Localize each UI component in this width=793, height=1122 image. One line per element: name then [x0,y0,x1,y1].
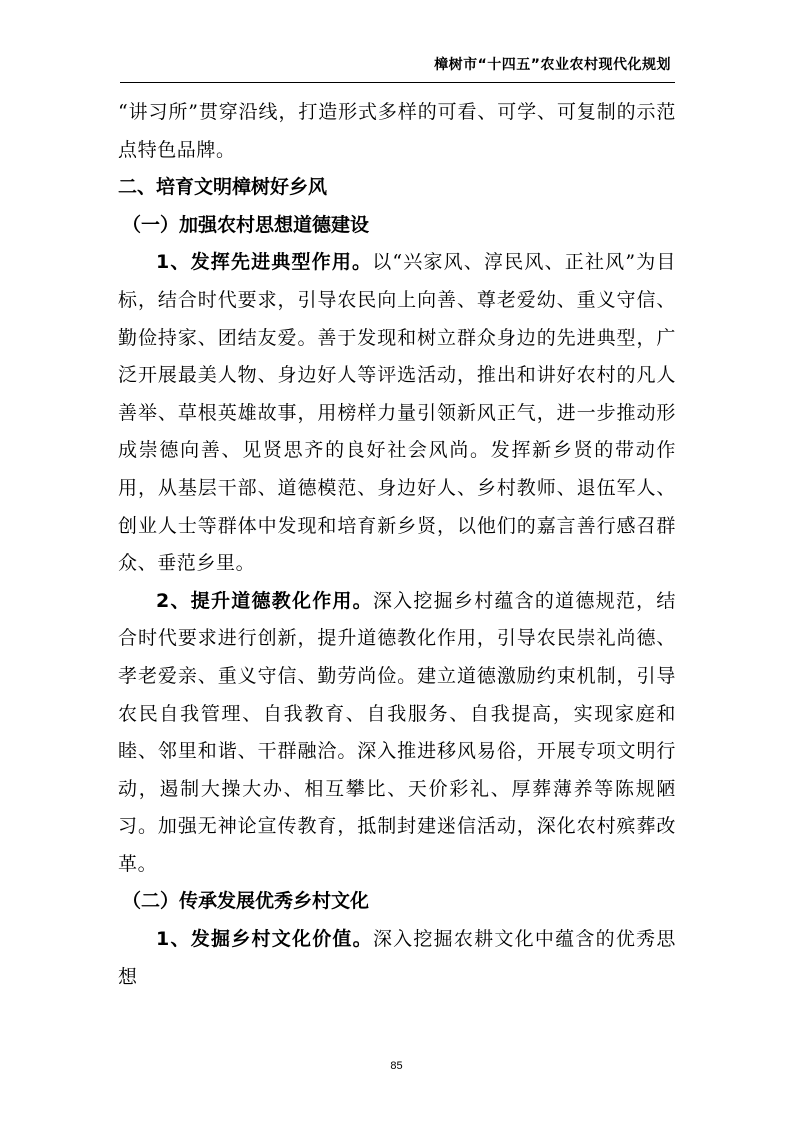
paragraph-item-2 [118,583,676,884]
subsection-heading-1: （一）加强农村思想道德建设 [122,213,370,236]
page-number: 85 [390,1060,403,1072]
paragraph-text: 深入挖掘农耕文化中蕴含的优秀思想 [118,928,676,988]
header-title: 樟树市“十四五”农业农村现代化规划 [434,57,671,73]
paragraph-text: 深入挖掘乡村蕴含的道德规范，结合时代要求进行创新，提升道德教化作用，引导农民崇礼尚德、孝老爱亲、重义守信、勤劳尚俭。建立道德激励约束机制，引导农民自我管理、自我教育、自我服务、自我提高，实现家庭和睦、邻里和谐、干群融洽。深入推进移风易俗，开展专项文明行动，遏制大操大办、相互攀比、天价彩礼、厚葬薄养等陈规陋习。加强无神论宣传教育，抵制封建迷信活动，深化农村殡葬改革。 [118,589,676,875]
paragraph-item-3 [118,921,676,996]
section-heading: 二、培育文明樟树好乡风 [118,176,328,199]
paragraph-lead: 1、发挥先进典型作用。 [156,251,373,274]
paragraph-item-1 [118,244,676,582]
page-header [120,52,675,83]
paragraph-lead: 2、提升道德教化作用。 [156,589,373,612]
document-body [118,94,676,996]
continuation-paragraph: “讲习所”贯穿沿线，打造形式多样的可看、可学、可复制的示范点特色品牌。 [118,101,676,161]
paragraph-text: 以“兴家风、淳民风、正社风”为目标，结合时代要求，引导农民向上向善、尊老爱幼、重义守信、勤俭持家、团结友爱。善于发现和树立群众身边的先进典型，广泛开展最美人物、身边好人等评选活动，推出和讲好农村的凡人善举、草根英雄故事，用榜样力量引领新风正气，进一步推动形成崇德向善、见贤思齐的良好社会风尚。发挥新乡贤的带动作用，从基层干部、道德模范、身边好人、乡村教师、退伍军人、创业人士等群体中发现和培育新乡贤，以他们的嘉言善行感召群众、垂范乡里。 [118,251,676,575]
paragraph-lead: 1、发掘乡村文化价值。 [156,928,373,951]
subsection-heading-2: （二）传承发展优秀乡村文化 [122,890,370,913]
